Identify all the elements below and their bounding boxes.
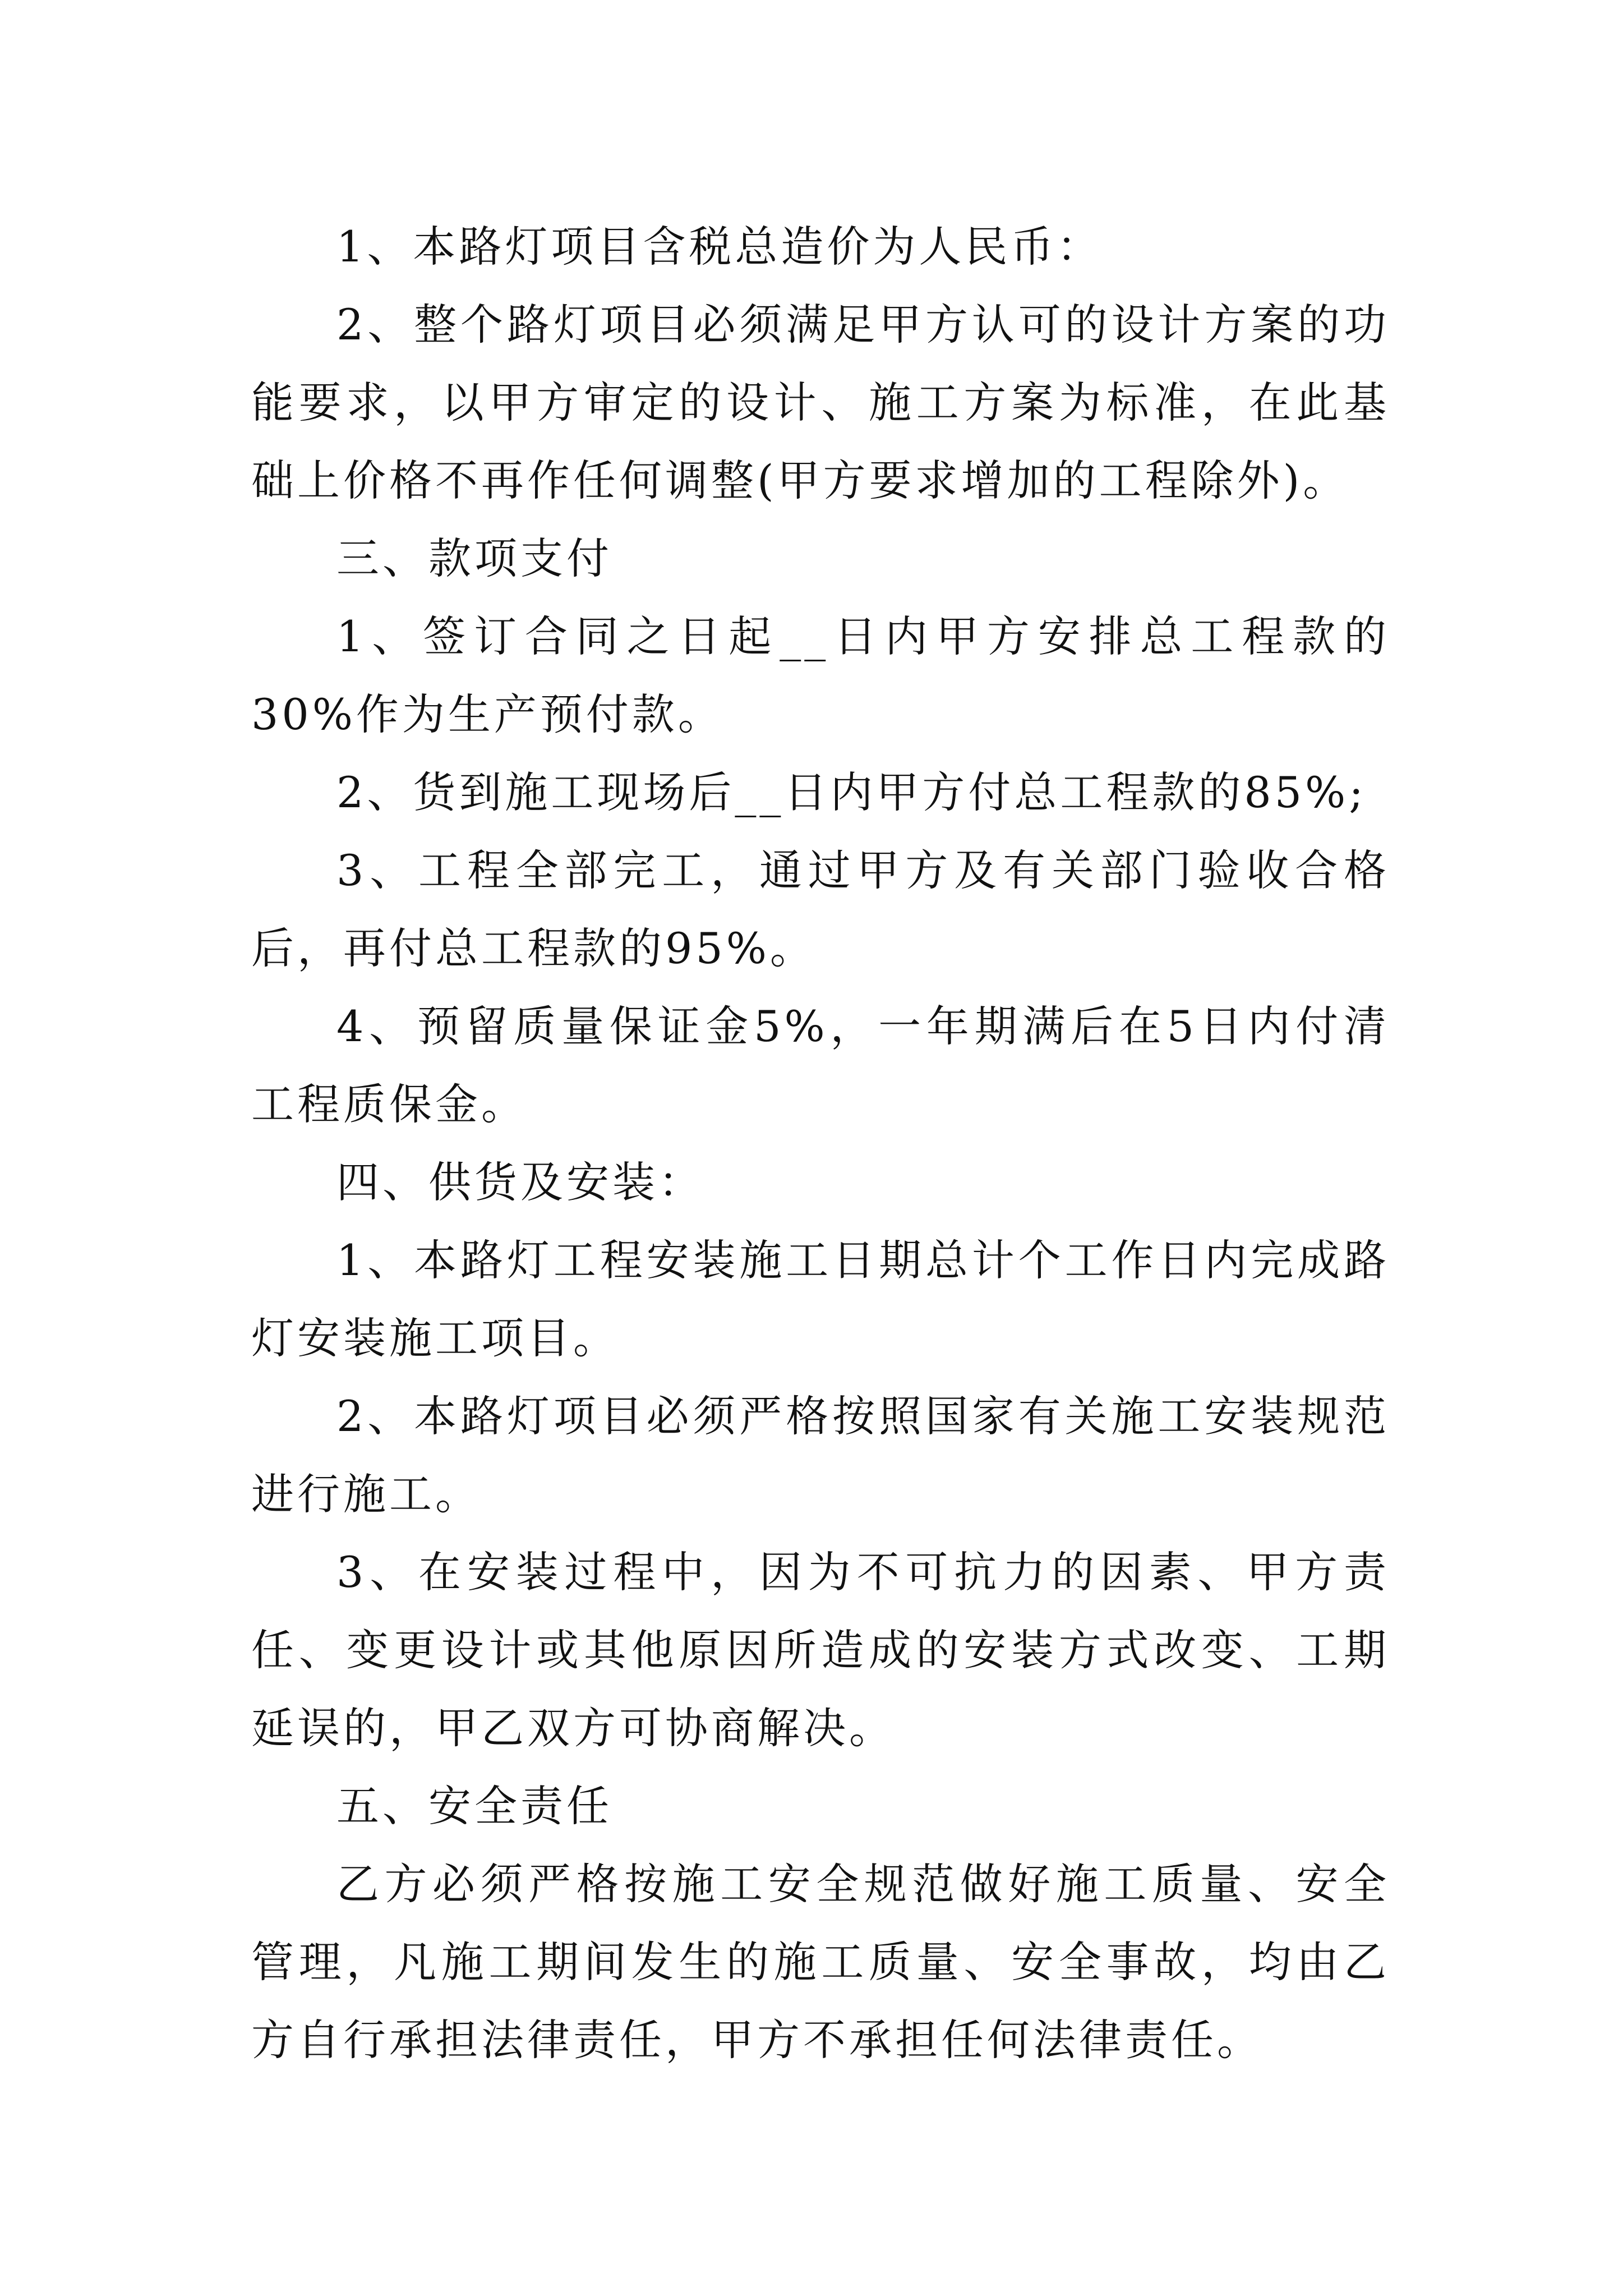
section-heading-payment: 三、款项支付	[336, 533, 612, 583]
clause-installation-period: 1、本路灯工程安装施工日期总计个工作日内完成路灯安装施工项目。	[251, 1235, 1390, 1363]
clause-delivery-payment: 2、货到施工现场后__日内甲方付总工程款的85%;	[336, 767, 1367, 817]
clause-design-requirement: 2、整个路灯项目必须满足甲方认可的设计方案的功能要求，以甲方审定的设计、施工方案为标准，在此基础上价格不再作任何调整(甲方要求增加的工程除外)。	[251, 300, 1390, 505]
clause-installation-standard: 2、本路灯项目必须严格按照国家有关施工安装规范进行施工。	[251, 1391, 1390, 1519]
clause-completion-payment: 3、工程全部完工，通过甲方及有关部门验收合格后，再付总工程款的95%。	[251, 845, 1390, 973]
clause-force-majeure: 3、在安装过程中，因为不可抗力的因素、甲方责任、变更设计或其他原因所造成的安装方式改变、工期延误的，甲乙双方可协商解决。	[251, 1547, 1390, 1753]
clause-safety-responsibility: 乙方必须严格按施工安全规范做好施工质量、安全管理，凡施工期间发生的施工质量、安全事故，均由乙方自行承担法律责任，甲方不承担任何法律责任。	[251, 1859, 1390, 2065]
section-heading-safety: 五、安全责任	[336, 1781, 612, 1831]
clause-advance-payment: 1、签订合同之日起__日内甲方安排总工程款的30%作为生产预付款。	[251, 611, 1390, 739]
document-body	[251, 208, 1390, 2079]
section-heading-supply-installation: 四、供货及安装：	[336, 1157, 704, 1207]
clause-quality-deposit: 4、预留质量保证金5%，一年期满后在5日内付清工程质保金。	[251, 1001, 1390, 1129]
clause-total-price: 1、本路灯项目含税总造价为人民币：	[336, 222, 1103, 272]
